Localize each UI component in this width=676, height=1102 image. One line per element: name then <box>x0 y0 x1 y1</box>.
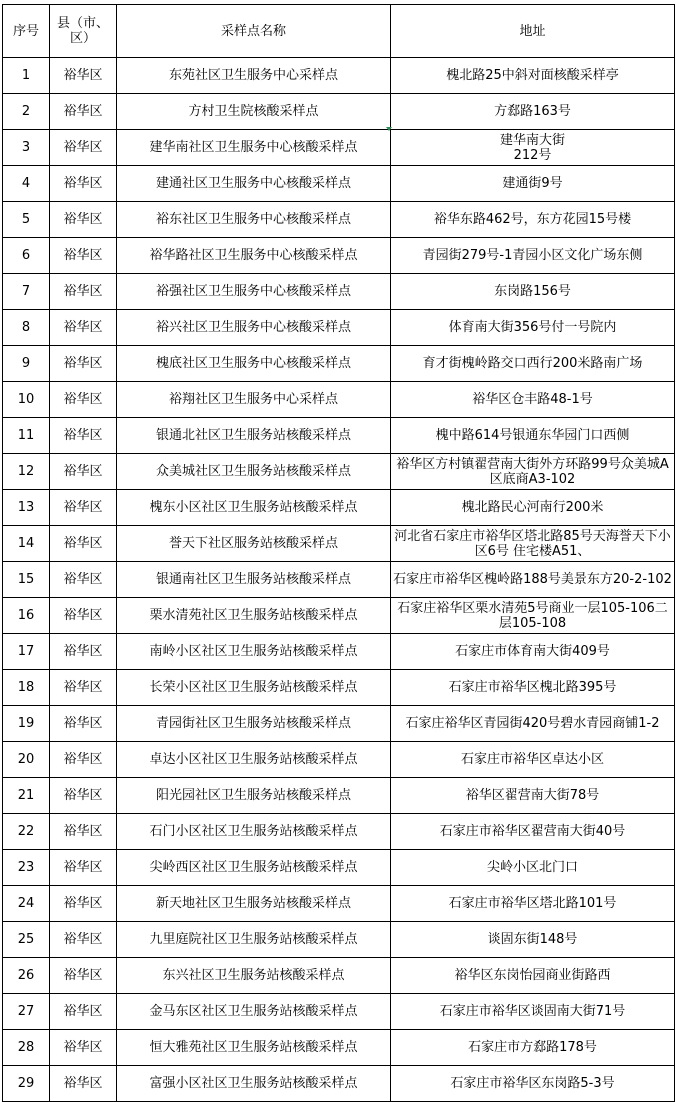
cell-address: 槐北路民心河南行200米 <box>391 490 675 526</box>
cell-district: 裕华区 <box>50 238 117 274</box>
cell-no: 25 <box>3 922 50 958</box>
cell-address: 石家庄市裕华区槐岭路188号美景东方20-2-102 <box>391 562 675 598</box>
cell-no: 28 <box>3 1030 50 1066</box>
cell-site-name: 九里庭院社区卫生服务站核酸采样点 <box>117 922 391 958</box>
cell-district: 裕华区 <box>50 454 117 490</box>
cell-address: 育才街槐岭路交口西行200米路南广场 <box>391 346 675 382</box>
cell-no: 23 <box>3 850 50 886</box>
table-row <box>3 58 675 94</box>
cell-address: 尖岭小区北门口 <box>391 850 675 886</box>
cell-district: 裕华区 <box>50 742 117 778</box>
header-address: 地址 <box>391 5 675 58</box>
cell-address: 裕华区方村镇翟营南大街外方环路99号众美城A区底商A3-102 <box>391 454 675 490</box>
cell-site-name: 誉天下社区服务站核酸采样点 <box>117 526 391 562</box>
cell-district: 裕华区 <box>50 958 117 994</box>
table-row <box>3 742 675 778</box>
cell-no: 17 <box>3 634 50 670</box>
cell-site-name: 槐东小区社区卫生服务站核酸采样点 <box>117 490 391 526</box>
cell-site-name: 裕强社区卫生服务中心核酸采样点 <box>117 274 391 310</box>
cell-site-name: 银通北社区卫生服务站核酸采样点 <box>117 418 391 454</box>
cell-no: 8 <box>3 310 50 346</box>
table-row <box>3 994 675 1030</box>
cell-site-name: 富强小区社区卫生服务站核酸采样点 <box>117 1066 391 1102</box>
cell-site-name: 银通南社区卫生服务站核酸采样点 <box>117 562 391 598</box>
cell-address: 裕华区仓丰路48-1号 <box>391 382 675 418</box>
cell-district: 裕华区 <box>50 526 117 562</box>
header-no: 序号 <box>3 5 50 58</box>
table-row <box>3 166 675 202</box>
cell-no: 15 <box>3 562 50 598</box>
cell-no: 3 <box>3 130 50 166</box>
cell-no: 14 <box>3 526 50 562</box>
cell-address: 石家庄市裕华区翟营南大街40号 <box>391 814 675 850</box>
cell-no: 16 <box>3 598 50 634</box>
cell-site-name: 恒大雅苑社区卫生服务站核酸采样点 <box>117 1030 391 1066</box>
cell-site-name: 卓达小区社区卫生服务站核酸采样点 <box>117 742 391 778</box>
table-body <box>3 58 675 1102</box>
cell-district: 裕华区 <box>50 814 117 850</box>
table-row <box>3 886 675 922</box>
table-row <box>3 274 675 310</box>
table-row <box>3 634 675 670</box>
table-row <box>3 706 675 742</box>
table-row <box>3 1066 675 1102</box>
cell-address: 谈固东街148号 <box>391 922 675 958</box>
table-row <box>3 490 675 526</box>
cell-site-name: 石门小区社区卫生服务站核酸采样点 <box>117 814 391 850</box>
cell-address: 河北省石家庄市裕华区塔北路85号天海誉天下小区6号 住宅楼A51、 <box>391 526 675 562</box>
cell-address: 建通街9号 <box>391 166 675 202</box>
sampling-sites-table <box>2 4 675 1102</box>
table-row <box>3 850 675 886</box>
cell-address: 青园街279号-1青园小区文化广场东侧 <box>391 238 675 274</box>
cell-no: 21 <box>3 778 50 814</box>
table-row <box>3 958 675 994</box>
table-row <box>3 382 675 418</box>
table-row <box>3 130 675 166</box>
table-row <box>3 526 675 562</box>
table-row <box>3 202 675 238</box>
cell-district: 裕华区 <box>50 1066 117 1102</box>
cell-district: 裕华区 <box>50 346 117 382</box>
cell-no: 5 <box>3 202 50 238</box>
cell-no: 1 <box>3 58 50 94</box>
table-row <box>3 670 675 706</box>
cell-district: 裕华区 <box>50 850 117 886</box>
cell-no: 7 <box>3 274 50 310</box>
cell-district: 裕华区 <box>50 778 117 814</box>
cell-address: 体育南大街356号付一号院内 <box>391 310 675 346</box>
cell-no: 10 <box>3 382 50 418</box>
cell-address: 建华南大街 212号 <box>391 130 675 166</box>
cell-address: 石家庄市裕华区塔北路101号 <box>391 886 675 922</box>
cell-address: 石家庄市裕华区槐北路395号 <box>391 670 675 706</box>
cell-site-name: 阳光园社区卫生服务站核酸采样点 <box>117 778 391 814</box>
table-row <box>3 778 675 814</box>
cell-address: 槐中路614号银通东华园门口西侧 <box>391 418 675 454</box>
table-row <box>3 310 675 346</box>
table-header-row <box>3 5 675 58</box>
cell-district: 裕华区 <box>50 994 117 1030</box>
table-row <box>3 1030 675 1066</box>
cell-comment-marker <box>386 127 392 131</box>
table-row <box>3 94 675 130</box>
cell-site-name: 金马东区社区卫生服务站核酸采样点 <box>117 994 391 1030</box>
cell-no: 12 <box>3 454 50 490</box>
cell-no: 26 <box>3 958 50 994</box>
table-row <box>3 922 675 958</box>
cell-district: 裕华区 <box>50 562 117 598</box>
cell-address: 槐北路25中斜对面核酸采样亭 <box>391 58 675 94</box>
cell-district: 裕华区 <box>50 706 117 742</box>
cell-address: 裕华区翟营南大街78号 <box>391 778 675 814</box>
cell-site-name: 方村卫生院核酸采样点 <box>117 94 391 130</box>
cell-address: 石家庄市裕华区东岗路5-3号 <box>391 1066 675 1102</box>
cell-district: 裕华区 <box>50 598 117 634</box>
header-district: 县（市、区） <box>50 5 117 58</box>
cell-address: 石家庄裕华区栗水清苑5号商业一层105-106二层105-108 <box>391 598 675 634</box>
table-row <box>3 454 675 490</box>
cell-address: 裕华区东岗怡园商业街路西 <box>391 958 675 994</box>
cell-no: 18 <box>3 670 50 706</box>
cell-site-name: 东兴社区卫生服务站核酸采样点 <box>117 958 391 994</box>
cell-district: 裕华区 <box>50 922 117 958</box>
cell-district: 裕华区 <box>50 202 117 238</box>
cell-no: 24 <box>3 886 50 922</box>
cell-address: 东岗路156号 <box>391 274 675 310</box>
cell-district: 裕华区 <box>50 94 117 130</box>
cell-site-name: 裕华路社区卫生服务中心核酸采样点 <box>117 238 391 274</box>
cell-no: 19 <box>3 706 50 742</box>
table-row <box>3 598 675 634</box>
cell-no: 22 <box>3 814 50 850</box>
cell-district: 裕华区 <box>50 130 117 166</box>
cell-no: 20 <box>3 742 50 778</box>
cell-site-name: 栗水清苑社区卫生服务站核酸采样点 <box>117 598 391 634</box>
cell-no: 4 <box>3 166 50 202</box>
cell-district: 裕华区 <box>50 274 117 310</box>
cell-address: 石家庄市方郄路178号 <box>391 1030 675 1066</box>
cell-address: 石家庄市裕华区卓达小区 <box>391 742 675 778</box>
cell-district: 裕华区 <box>50 886 117 922</box>
cell-address: 方郄路163号 <box>391 94 675 130</box>
cell-address: 石家庄裕华区青园街420号碧水青园商铺1-2 <box>391 706 675 742</box>
cell-no: 6 <box>3 238 50 274</box>
cell-no: 9 <box>3 346 50 382</box>
cell-site-name: 众美城社区卫生服务站核酸采样点 <box>117 454 391 490</box>
table-row <box>3 346 675 382</box>
cell-no: 13 <box>3 490 50 526</box>
cell-address: 石家庄市体育南大街409号 <box>391 634 675 670</box>
cell-site-name: 裕翔社区卫生服务中心采样点 <box>117 382 391 418</box>
cell-district: 裕华区 <box>50 490 117 526</box>
cell-no: 27 <box>3 994 50 1030</box>
cell-site-name: 尖岭西区社区卫生服务站核酸采样点 <box>117 850 391 886</box>
cell-site-name: 东苑社区卫生服务中心采样点 <box>117 58 391 94</box>
cell-district: 裕华区 <box>50 58 117 94</box>
table-row <box>3 238 675 274</box>
cell-site-name: 长荣小区社区卫生服务站核酸采样点 <box>117 670 391 706</box>
cell-no: 2 <box>3 94 50 130</box>
cell-district: 裕华区 <box>50 166 117 202</box>
cell-site-name: 建通社区卫生服务中心核酸采样点 <box>117 166 391 202</box>
cell-no: 29 <box>3 1066 50 1102</box>
cell-site-name: 青园街社区卫生服务站核酸采样点 <box>117 706 391 742</box>
cell-site-name: 裕兴社区卫生服务中心核酸采样点 <box>117 310 391 346</box>
cell-address: 石家庄市裕华区谈固南大街71号 <box>391 994 675 1030</box>
table-row <box>3 418 675 454</box>
cell-site-name: 南岭小区社区卫生服务站核酸采样点 <box>117 634 391 670</box>
cell-site-name: 新天地社区卫生服务站核酸采样点 <box>117 886 391 922</box>
cell-district: 裕华区 <box>50 670 117 706</box>
table-row <box>3 562 675 598</box>
cell-district: 裕华区 <box>50 418 117 454</box>
cell-site-name: 槐底社区卫生服务中心核酸采样点 <box>117 346 391 382</box>
cell-site-name: 建华南社区卫生服务中心核酸采样点 <box>117 130 391 166</box>
header-site-name: 采样点名称 <box>117 5 391 58</box>
table-row <box>3 814 675 850</box>
cell-district: 裕华区 <box>50 310 117 346</box>
cell-address: 裕华东路462号，东方花园15号楼 <box>391 202 675 238</box>
cell-site-name: 裕东社区卫生服务中心核酸采样点 <box>117 202 391 238</box>
cell-no: 11 <box>3 418 50 454</box>
cell-district: 裕华区 <box>50 1030 117 1066</box>
cell-district: 裕华区 <box>50 382 117 418</box>
cell-district: 裕华区 <box>50 634 117 670</box>
